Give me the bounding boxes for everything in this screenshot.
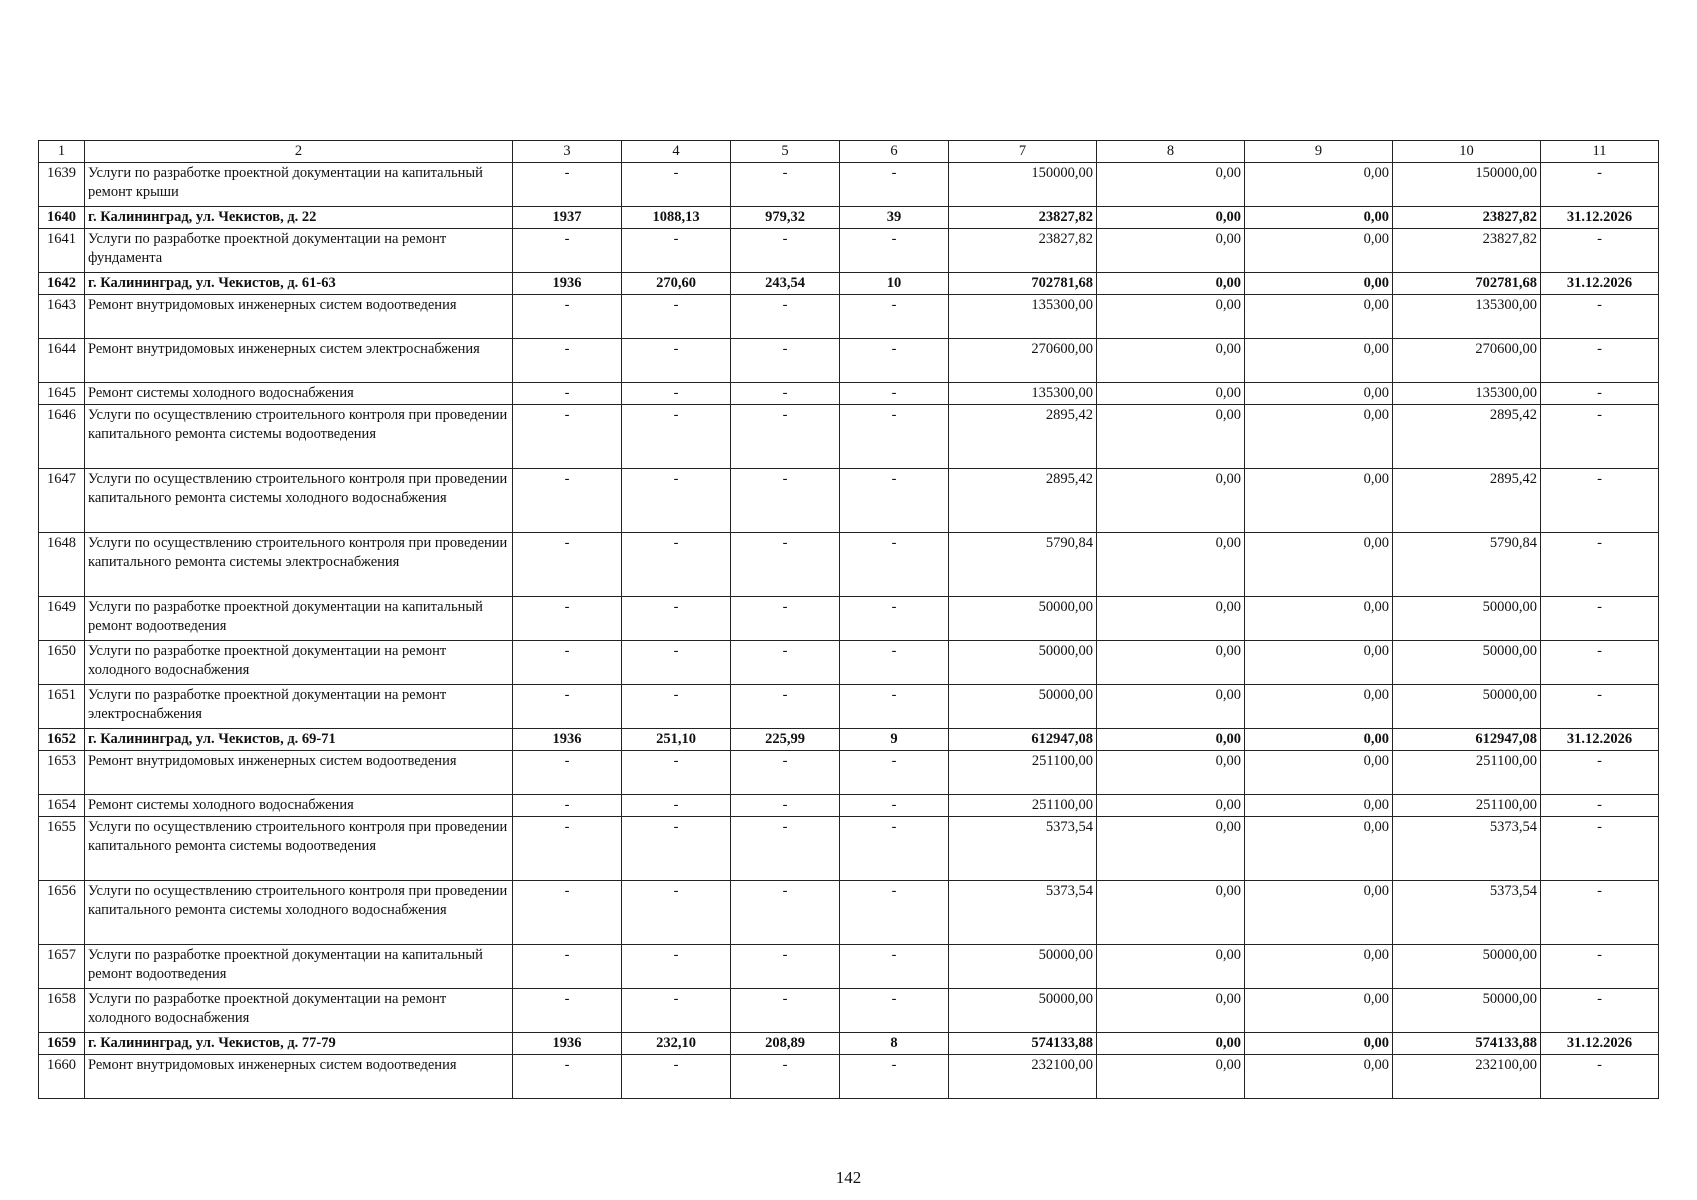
column-header: 7 [949, 141, 1097, 163]
living-area-cell: - [731, 685, 840, 729]
total-area-cell: - [622, 533, 731, 597]
page-number: 142 [835, 1168, 862, 1187]
work-item-row [39, 685, 1659, 729]
count-cell: - [840, 751, 949, 795]
total-cost-cell: 50000,00 [949, 685, 1097, 729]
count-cell: - [840, 533, 949, 597]
owners-cost-cell: 5373,54 [1393, 817, 1541, 881]
fund-cost-cell: 0,00 [1097, 295, 1245, 339]
budget-cost-cell: 0,00 [1245, 817, 1393, 881]
total-area-cell: 1088,13 [622, 207, 731, 229]
work-description-cell: г. Калининград, ул. Чекистов, д. 77-79 [85, 1033, 513, 1055]
deadline-cell: 31.12.2026 [1541, 273, 1659, 295]
deadline-cell: 31.12.2026 [1541, 207, 1659, 229]
total-area-cell: - [622, 229, 731, 273]
owners-cost-cell: 50000,00 [1393, 597, 1541, 641]
year-cell: - [513, 469, 622, 533]
work-description-cell: Услуги по разработке проектной документации на ремонт холодного водоснабжения [85, 989, 513, 1033]
count-cell: - [840, 405, 949, 469]
year-cell: - [513, 945, 622, 989]
year-cell: 1936 [513, 1033, 622, 1055]
year-cell: 1937 [513, 207, 622, 229]
work-description-cell: Услуги по разработке проектной документации на капитальный ремонт водоотведения [85, 945, 513, 989]
total-area-cell: - [622, 597, 731, 641]
year-cell: - [513, 163, 622, 207]
fund-cost-cell: 0,00 [1097, 641, 1245, 685]
row-number-cell: 1647 [39, 469, 85, 533]
fund-cost-cell: 0,00 [1097, 817, 1245, 881]
budget-cost-cell: 0,00 [1245, 295, 1393, 339]
row-number-cell: 1655 [39, 817, 85, 881]
work-description-cell: Ремонт внутридомовых инженерных систем электроснабжения [85, 339, 513, 383]
work-item-row [39, 1055, 1659, 1099]
column-header: 1 [39, 141, 85, 163]
fund-cost-cell: 0,00 [1097, 1055, 1245, 1099]
deadline-cell: 31.12.2026 [1541, 1033, 1659, 1055]
owners-cost-cell: 251100,00 [1393, 751, 1541, 795]
total-cost-cell: 5373,54 [949, 817, 1097, 881]
total-cost-cell: 232100,00 [949, 1055, 1097, 1099]
row-number-cell: 1641 [39, 229, 85, 273]
count-cell: - [840, 1055, 949, 1099]
living-area-cell: - [731, 163, 840, 207]
work-item-row [39, 533, 1659, 597]
work-description-cell: Услуги по осуществлению строительного контроля при проведении капитального ремонта системы водоотведения [85, 405, 513, 469]
deadline-cell: - [1541, 1055, 1659, 1099]
total-area-cell: - [622, 945, 731, 989]
total-area-cell: - [622, 641, 731, 685]
work-item-row [39, 945, 1659, 989]
living-area-cell: - [731, 1055, 840, 1099]
row-number-cell: 1642 [39, 273, 85, 295]
total-area-cell: - [622, 817, 731, 881]
work-item-row [39, 881, 1659, 945]
owners-cost-cell: 150000,00 [1393, 163, 1541, 207]
row-number-cell: 1658 [39, 989, 85, 1033]
count-cell: - [840, 795, 949, 817]
count-cell: - [840, 597, 949, 641]
budget-cost-cell: 0,00 [1245, 1055, 1393, 1099]
deadline-cell: - [1541, 295, 1659, 339]
budget-cost-cell: 0,00 [1245, 729, 1393, 751]
budget-cost-cell: 0,00 [1245, 881, 1393, 945]
budget-cost-cell: 0,00 [1245, 989, 1393, 1033]
living-area-cell: 208,89 [731, 1033, 840, 1055]
count-cell: - [840, 469, 949, 533]
total-area-cell: - [622, 685, 731, 729]
total-cost-cell: 23827,82 [949, 207, 1097, 229]
living-area-cell: - [731, 751, 840, 795]
fund-cost-cell: 0,00 [1097, 1033, 1245, 1055]
budget-cost-cell: 0,00 [1245, 273, 1393, 295]
work-description-cell: г. Калининград, ул. Чекистов, д. 22 [85, 207, 513, 229]
living-area-cell: - [731, 597, 840, 641]
count-cell: - [840, 685, 949, 729]
year-cell: - [513, 641, 622, 685]
work-item-row [39, 795, 1659, 817]
fund-cost-cell: 0,00 [1097, 405, 1245, 469]
total-cost-cell: 135300,00 [949, 383, 1097, 405]
fund-cost-cell: 0,00 [1097, 597, 1245, 641]
deadline-cell: - [1541, 817, 1659, 881]
budget-cost-cell: 0,00 [1245, 1033, 1393, 1055]
budget-cost-cell: 0,00 [1245, 641, 1393, 685]
work-description-cell: Ремонт внутридомовых инженерных систем водоотведения [85, 1055, 513, 1099]
deadline-cell: - [1541, 533, 1659, 597]
total-cost-cell: 50000,00 [949, 641, 1097, 685]
total-cost-cell: 270600,00 [949, 339, 1097, 383]
row-number-cell: 1652 [39, 729, 85, 751]
fund-cost-cell: 0,00 [1097, 533, 1245, 597]
year-cell: - [513, 685, 622, 729]
column-header: 4 [622, 141, 731, 163]
deadline-cell: - [1541, 597, 1659, 641]
owners-cost-cell: 23827,82 [1393, 207, 1541, 229]
row-number-cell: 1654 [39, 795, 85, 817]
count-cell: - [840, 817, 949, 881]
count-cell: 8 [840, 1033, 949, 1055]
work-description-cell: Услуги по разработке проектной документации на ремонт электроснабжения [85, 685, 513, 729]
work-item-row [39, 469, 1659, 533]
row-number-cell: 1640 [39, 207, 85, 229]
total-cost-cell: 5790,84 [949, 533, 1097, 597]
row-number-cell: 1646 [39, 405, 85, 469]
deadline-cell: - [1541, 339, 1659, 383]
deadline-cell: - [1541, 405, 1659, 469]
deadline-cell: - [1541, 945, 1659, 989]
total-cost-cell: 5373,54 [949, 881, 1097, 945]
fund-cost-cell: 0,00 [1097, 339, 1245, 383]
owners-cost-cell: 50000,00 [1393, 685, 1541, 729]
year-cell: - [513, 597, 622, 641]
work-item-row [39, 383, 1659, 405]
work-description-cell: Услуги по осуществлению строительного контроля при проведении капитального ремонта системы водоотведения [85, 817, 513, 881]
fund-cost-cell: 0,00 [1097, 989, 1245, 1033]
count-cell: - [840, 641, 949, 685]
budget-cost-cell: 0,00 [1245, 229, 1393, 273]
budget-cost-cell: 0,00 [1245, 207, 1393, 229]
fund-cost-cell: 0,00 [1097, 163, 1245, 207]
budget-cost-cell: 0,00 [1245, 685, 1393, 729]
row-number-cell: 1643 [39, 295, 85, 339]
owners-cost-cell: 251100,00 [1393, 795, 1541, 817]
deadline-cell: - [1541, 881, 1659, 945]
budget-cost-cell: 0,00 [1245, 751, 1393, 795]
year-cell: - [513, 751, 622, 795]
deadline-cell: - [1541, 469, 1659, 533]
owners-cost-cell: 702781,68 [1393, 273, 1541, 295]
owners-cost-cell: 232100,00 [1393, 1055, 1541, 1099]
column-header: 10 [1393, 141, 1541, 163]
work-item-row [39, 641, 1659, 685]
budget-cost-cell: 0,00 [1245, 533, 1393, 597]
budget-cost-cell: 0,00 [1245, 339, 1393, 383]
work-item-row [39, 163, 1659, 207]
year-cell: 1936 [513, 273, 622, 295]
living-area-cell: - [731, 339, 840, 383]
count-cell: - [840, 229, 949, 273]
living-area-cell: - [731, 989, 840, 1033]
owners-cost-cell: 50000,00 [1393, 989, 1541, 1033]
total-area-cell: - [622, 405, 731, 469]
row-number-cell: 1648 [39, 533, 85, 597]
count-cell: - [840, 383, 949, 405]
total-cost-cell: 2895,42 [949, 405, 1097, 469]
fund-cost-cell: 0,00 [1097, 469, 1245, 533]
total-cost-cell: 612947,08 [949, 729, 1097, 751]
owners-cost-cell: 270600,00 [1393, 339, 1541, 383]
year-cell: 1936 [513, 729, 622, 751]
living-area-cell: 225,99 [731, 729, 840, 751]
total-area-cell: - [622, 795, 731, 817]
work-item-row [39, 229, 1659, 273]
count-cell: - [840, 945, 949, 989]
row-number-cell: 1649 [39, 597, 85, 641]
budget-cost-cell: 0,00 [1245, 469, 1393, 533]
row-number-cell: 1644 [39, 339, 85, 383]
owners-cost-cell: 135300,00 [1393, 295, 1541, 339]
living-area-cell: 243,54 [731, 273, 840, 295]
budget-cost-cell: 0,00 [1245, 163, 1393, 207]
owners-cost-cell: 50000,00 [1393, 945, 1541, 989]
work-description-cell: Ремонт внутридомовых инженерных систем водоотведения [85, 751, 513, 795]
count-cell: - [840, 881, 949, 945]
living-area-cell: - [731, 533, 840, 597]
living-area-cell: - [731, 229, 840, 273]
total-area-cell: - [622, 295, 731, 339]
count-cell: - [840, 163, 949, 207]
budget-cost-cell: 0,00 [1245, 597, 1393, 641]
fund-cost-cell: 0,00 [1097, 273, 1245, 295]
row-number-cell: 1659 [39, 1033, 85, 1055]
owners-cost-cell: 2895,42 [1393, 405, 1541, 469]
column-header: 3 [513, 141, 622, 163]
fund-cost-cell: 0,00 [1097, 751, 1245, 795]
count-cell: 10 [840, 273, 949, 295]
row-number-cell: 1639 [39, 163, 85, 207]
table-body [39, 163, 1659, 1099]
owners-cost-cell: 5790,84 [1393, 533, 1541, 597]
total-cost-cell: 702781,68 [949, 273, 1097, 295]
fund-cost-cell: 0,00 [1097, 729, 1245, 751]
total-cost-cell: 50000,00 [949, 945, 1097, 989]
total-area-cell: 251,10 [622, 729, 731, 751]
column-header: 2 [85, 141, 513, 163]
total-cost-cell: 251100,00 [949, 751, 1097, 795]
work-item-row [39, 597, 1659, 641]
work-description-cell: Услуги по разработке проектной документации на капитальный ремонт крыши [85, 163, 513, 207]
row-number-cell: 1650 [39, 641, 85, 685]
row-number-cell: 1651 [39, 685, 85, 729]
total-area-cell: - [622, 469, 731, 533]
budget-cost-cell: 0,00 [1245, 405, 1393, 469]
fund-cost-cell: 0,00 [1097, 795, 1245, 817]
total-cost-cell: 135300,00 [949, 295, 1097, 339]
fund-cost-cell: 0,00 [1097, 383, 1245, 405]
work-description-cell: Ремонт внутридомовых инженерных систем водоотведения [85, 295, 513, 339]
work-description-cell: Услуги по разработке проектной документации на ремонт холодного водоснабжения [85, 641, 513, 685]
total-cost-cell: 50000,00 [949, 989, 1097, 1033]
work-item-row [39, 817, 1659, 881]
total-cost-cell: 574133,88 [949, 1033, 1097, 1055]
row-number-cell: 1657 [39, 945, 85, 989]
column-header: 11 [1541, 141, 1659, 163]
fund-cost-cell: 0,00 [1097, 229, 1245, 273]
living-area-cell: - [731, 295, 840, 339]
column-header: 6 [840, 141, 949, 163]
work-description-cell: Услуги по осуществлению строительного контроля при проведении капитального ремонта системы холодного водоснабжения [85, 881, 513, 945]
row-number-cell: 1645 [39, 383, 85, 405]
fund-cost-cell: 0,00 [1097, 207, 1245, 229]
address-row [39, 273, 1659, 295]
row-number-cell: 1653 [39, 751, 85, 795]
budget-cost-cell: 0,00 [1245, 383, 1393, 405]
address-row [39, 207, 1659, 229]
work-description-cell: Услуги по осуществлению строительного контроля при проведении капитального ремонта системы электроснабжения [85, 533, 513, 597]
repair-register-table [38, 140, 1659, 1099]
count-cell: - [840, 295, 949, 339]
owners-cost-cell: 612947,08 [1393, 729, 1541, 751]
work-description-cell: Услуги по осуществлению строительного контроля при проведении капитального ремонта системы холодного водоснабжения [85, 469, 513, 533]
year-cell: - [513, 989, 622, 1033]
work-item-row [39, 989, 1659, 1033]
year-cell: - [513, 795, 622, 817]
year-cell: - [513, 339, 622, 383]
work-description-cell: Ремонт системы холодного водоснабжения [85, 795, 513, 817]
budget-cost-cell: 0,00 [1245, 945, 1393, 989]
year-cell: - [513, 295, 622, 339]
deadline-cell: - [1541, 383, 1659, 405]
work-description-cell: Услуги по разработке проектной документации на ремонт фундамента [85, 229, 513, 273]
address-row [39, 1033, 1659, 1055]
count-cell: 9 [840, 729, 949, 751]
column-header: 8 [1097, 141, 1245, 163]
deadline-cell: - [1541, 685, 1659, 729]
deadline-cell: - [1541, 229, 1659, 273]
year-cell: - [513, 881, 622, 945]
total-area-cell: - [622, 1055, 731, 1099]
work-item-row [39, 405, 1659, 469]
living-area-cell: - [731, 405, 840, 469]
budget-cost-cell: 0,00 [1245, 795, 1393, 817]
deadline-cell: - [1541, 989, 1659, 1033]
living-area-cell: - [731, 881, 840, 945]
total-cost-cell: 50000,00 [949, 597, 1097, 641]
total-area-cell: 270,60 [622, 273, 731, 295]
fund-cost-cell: 0,00 [1097, 685, 1245, 729]
total-cost-cell: 2895,42 [949, 469, 1097, 533]
total-cost-cell: 23827,82 [949, 229, 1097, 273]
fund-cost-cell: 0,00 [1097, 945, 1245, 989]
address-row [39, 729, 1659, 751]
living-area-cell: 979,32 [731, 207, 840, 229]
year-cell: - [513, 817, 622, 881]
work-description-cell: Услуги по разработке проектной документации на капитальный ремонт водоотведения [85, 597, 513, 641]
work-description-cell: г. Калининград, ул. Чекистов, д. 69-71 [85, 729, 513, 751]
living-area-cell: - [731, 817, 840, 881]
owners-cost-cell: 2895,42 [1393, 469, 1541, 533]
deadline-cell: - [1541, 751, 1659, 795]
total-area-cell: - [622, 163, 731, 207]
total-area-cell: - [622, 989, 731, 1033]
total-cost-cell: 251100,00 [949, 795, 1097, 817]
work-item-row [39, 339, 1659, 383]
total-area-cell: - [622, 751, 731, 795]
year-cell: - [513, 533, 622, 597]
owners-cost-cell: 5373,54 [1393, 881, 1541, 945]
count-cell: - [840, 989, 949, 1033]
living-area-cell: - [731, 469, 840, 533]
column-number-header-row [39, 141, 1659, 163]
total-area-cell: 232,10 [622, 1033, 731, 1055]
year-cell: - [513, 1055, 622, 1099]
owners-cost-cell: 50000,00 [1393, 641, 1541, 685]
year-cell: - [513, 383, 622, 405]
total-cost-cell: 150000,00 [949, 163, 1097, 207]
work-item-row [39, 751, 1659, 795]
work-description-cell: г. Калининград, ул. Чекистов, д. 61-63 [85, 273, 513, 295]
work-item-row [39, 295, 1659, 339]
owners-cost-cell: 135300,00 [1393, 383, 1541, 405]
count-cell: - [840, 339, 949, 383]
row-number-cell: 1656 [39, 881, 85, 945]
total-area-cell: - [622, 383, 731, 405]
column-header: 5 [731, 141, 840, 163]
deadline-cell: - [1541, 795, 1659, 817]
owners-cost-cell: 574133,88 [1393, 1033, 1541, 1055]
total-area-cell: - [622, 881, 731, 945]
year-cell: - [513, 229, 622, 273]
living-area-cell: - [731, 383, 840, 405]
living-area-cell: - [731, 795, 840, 817]
fund-cost-cell: 0,00 [1097, 881, 1245, 945]
deadline-cell: 31.12.2026 [1541, 729, 1659, 751]
work-description-cell: Ремонт системы холодного водоснабжения [85, 383, 513, 405]
deadline-cell: - [1541, 163, 1659, 207]
deadline-cell: - [1541, 641, 1659, 685]
living-area-cell: - [731, 641, 840, 685]
year-cell: - [513, 405, 622, 469]
total-area-cell: - [622, 339, 731, 383]
count-cell: 39 [840, 207, 949, 229]
owners-cost-cell: 23827,82 [1393, 229, 1541, 273]
living-area-cell: - [731, 945, 840, 989]
row-number-cell: 1660 [39, 1055, 85, 1099]
column-header: 9 [1245, 141, 1393, 163]
